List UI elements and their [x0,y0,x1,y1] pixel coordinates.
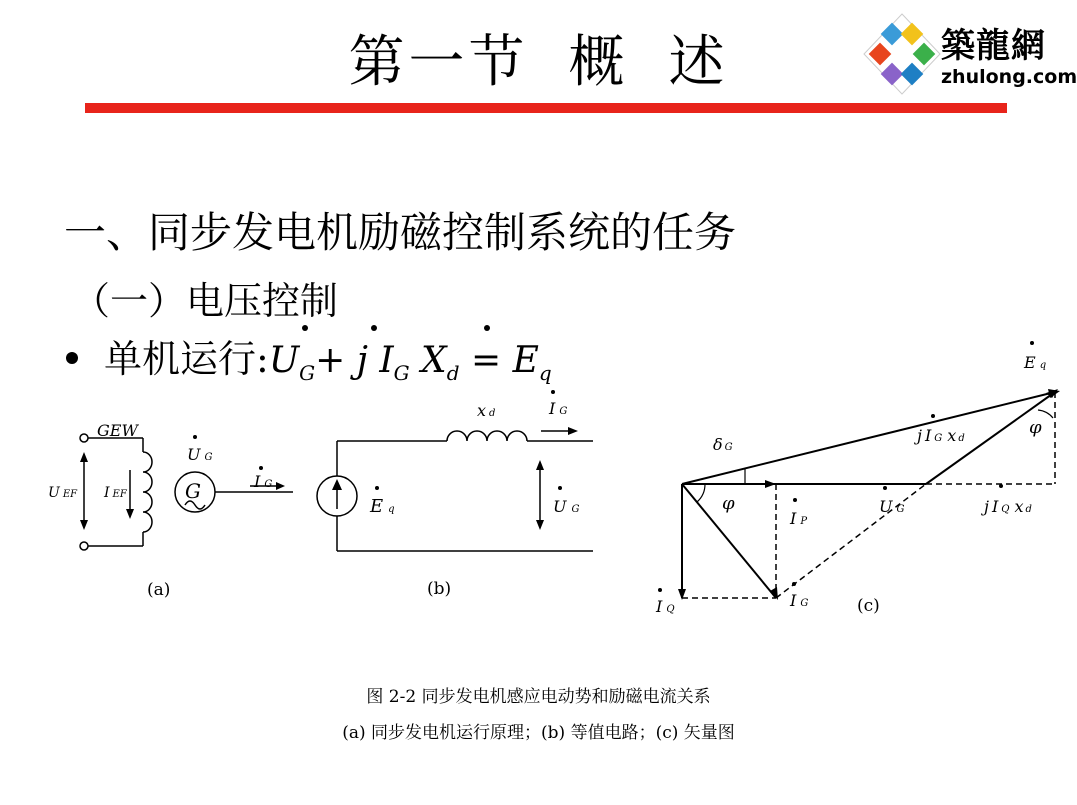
label-i-g-b: I G [549,399,568,418]
section-heading: 一、同步发电机励磁控制系统的任务 [64,208,737,257]
label-e-q-b: Eq [370,496,395,517]
label-i-g-c: I G [790,591,809,610]
eq-u-sub: G [299,361,316,386]
figure-caption-line-1: 图 2-2 同步发电机感应电动势和励磁电流关系 [366,687,711,707]
label-delta-g: δ G [713,435,733,454]
label-i-ef: I EF [104,485,127,501]
eq-e-sub: q [538,361,552,386]
eq-u: U [268,340,300,381]
label-c: (c) [857,596,880,616]
figure-caption-line-2: (a) 同步发电机运行原理；(b) 等值电路；(c) 矢量图 [342,723,735,743]
label-xd-b: xd [477,401,496,420]
label-u-g-a: U G [187,445,213,464]
label-u-g-c: U G [879,497,905,516]
eq-plus-j: + j [315,340,368,381]
label-u-ef: U EF [48,485,78,501]
title-part-3: 述 [668,30,729,95]
title-part-2: 概 [568,30,629,95]
label-phi-bottom: φ [722,493,735,514]
label-a: (a) [147,580,171,600]
label-i-g-a: I G [254,472,273,491]
eq-i: I [379,340,394,381]
bullet-label: 单机运行: [104,337,269,381]
eq-x-sub: d [446,361,460,386]
label-e-q-c: Eq [1024,353,1047,372]
eq-e: E [512,340,539,381]
label-u-g-b: U G [553,497,580,516]
label-i-p: I P [790,509,808,528]
logo-chinese-text: 築龍網 [941,26,1046,66]
label-i-q: I Q [656,597,675,616]
label-phi-top: φ [1029,417,1042,438]
eq-i-sub: G [393,361,410,386]
label-gew: GEW [97,421,138,440]
label-j-iq-xd: j I Q x d [984,497,1032,516]
eq-x: X [421,340,447,381]
label-generator: G [185,479,201,503]
logo-domain-text: zhulong.com [941,66,1077,88]
subsection-heading: （一）电压控制 [72,279,339,323]
label-b: (b) [427,579,452,599]
label-j-ig-xd: j I G x d [917,426,965,445]
title-part-1: 第一节 [348,30,529,95]
eq-equals: = [470,340,502,381]
